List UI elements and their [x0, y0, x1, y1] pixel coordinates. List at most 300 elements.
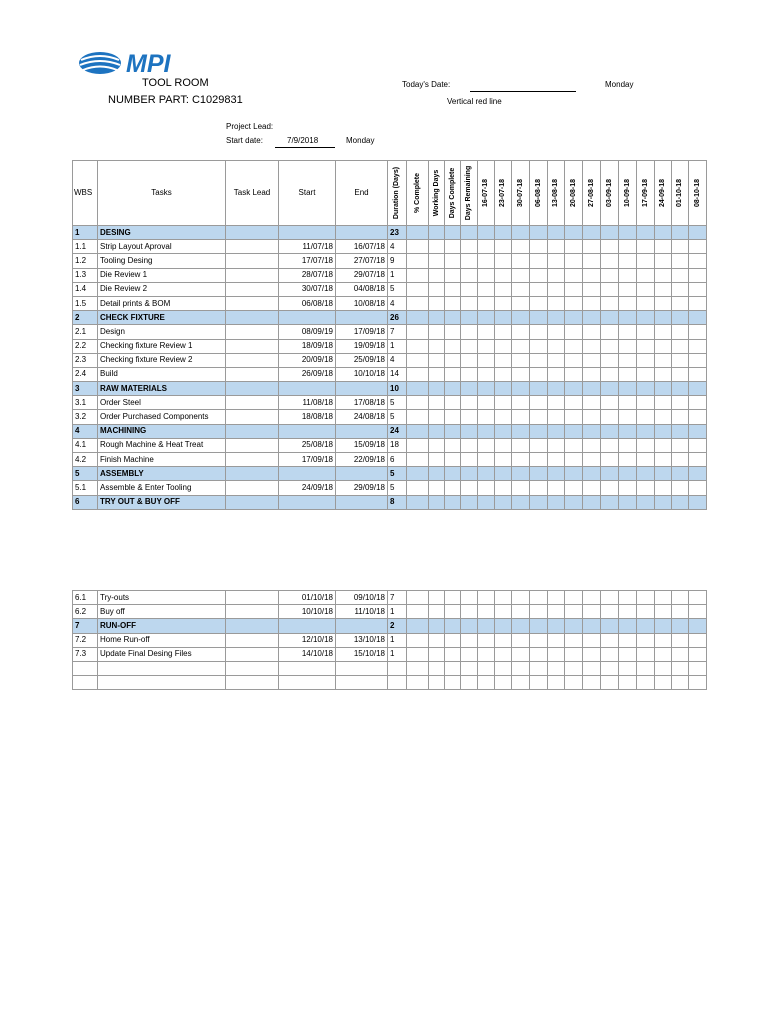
timeline-cell[interactable] [655, 410, 672, 424]
timeline-cell[interactable] [478, 676, 495, 690]
end-cell[interactable]: 29/07/18 [336, 268, 388, 282]
end-cell[interactable]: 13/10/18 [336, 633, 388, 647]
timeline-cell[interactable] [548, 353, 565, 367]
timeline-cell[interactable] [619, 240, 637, 254]
progress-cell[interactable] [445, 268, 461, 282]
timeline-cell[interactable] [565, 353, 583, 367]
timeline-cell[interactable] [689, 481, 707, 495]
progress-cell[interactable] [407, 353, 429, 367]
timeline-cell[interactable] [601, 467, 619, 481]
timeline-cell[interactable] [478, 605, 495, 619]
progress-cell[interactable] [461, 647, 478, 661]
progress-cell[interactable] [461, 605, 478, 619]
start-cell[interactable] [279, 495, 336, 509]
timeline-cell[interactable] [565, 676, 583, 690]
timeline-cell[interactable] [512, 438, 530, 452]
timeline-cell[interactable] [689, 296, 707, 310]
start-cell[interactable]: 17/09/18 [279, 453, 336, 467]
timeline-cell[interactable] [478, 410, 495, 424]
progress-cell[interactable] [429, 367, 445, 381]
progress-cell[interactable] [461, 410, 478, 424]
timeline-cell[interactable] [548, 647, 565, 661]
start-cell[interactable] [279, 619, 336, 633]
wbs-cell[interactable]: 2.1 [73, 325, 98, 339]
task-cell[interactable]: Rough Machine & Heat Treat [98, 438, 226, 452]
progress-cell[interactable] [407, 254, 429, 268]
timeline-cell[interactable] [495, 647, 512, 661]
timeline-cell[interactable] [495, 396, 512, 410]
timeline-cell[interactable] [478, 438, 495, 452]
progress-cell[interactable] [429, 296, 445, 310]
timeline-cell[interactable] [548, 396, 565, 410]
start-cell[interactable]: 25/08/18 [279, 438, 336, 452]
timeline-cell[interactable] [548, 453, 565, 467]
progress-cell[interactable] [445, 410, 461, 424]
timeline-cell[interactable] [655, 353, 672, 367]
timeline-cell[interactable] [689, 282, 707, 296]
timeline-cell[interactable] [512, 481, 530, 495]
timeline-cell[interactable] [619, 676, 637, 690]
progress-cell[interactable] [429, 453, 445, 467]
timeline-cell[interactable] [619, 325, 637, 339]
timeline-cell[interactable] [637, 282, 655, 296]
progress-cell[interactable] [429, 619, 445, 633]
timeline-cell[interactable] [478, 591, 495, 605]
end-cell[interactable] [336, 424, 388, 438]
progress-cell[interactable] [445, 495, 461, 509]
end-cell[interactable]: 10/08/18 [336, 296, 388, 310]
timeline-cell[interactable] [689, 410, 707, 424]
timeline-cell[interactable] [619, 268, 637, 282]
timeline-cell[interactable] [689, 633, 707, 647]
timeline-cell[interactable] [672, 481, 689, 495]
timeline-cell[interactable] [478, 339, 495, 353]
timeline-cell[interactable] [530, 396, 548, 410]
progress-cell[interactable] [429, 353, 445, 367]
task-cell[interactable]: Order Steel [98, 396, 226, 410]
timeline-cell[interactable] [619, 495, 637, 509]
timeline-cell[interactable] [530, 424, 548, 438]
timeline-cell[interactable] [655, 382, 672, 396]
progress-cell[interactable] [407, 661, 429, 675]
timeline-cell[interactable] [548, 226, 565, 240]
start-cell[interactable]: 08/09/19 [279, 325, 336, 339]
timeline-cell[interactable] [689, 367, 707, 381]
timeline-cell[interactable] [637, 325, 655, 339]
timeline-cell[interactable] [601, 410, 619, 424]
timeline-cell[interactable] [637, 619, 655, 633]
wbs-cell[interactable]: 6.1 [73, 591, 98, 605]
timeline-cell[interactable] [530, 661, 548, 675]
task-lead-cell[interactable] [226, 353, 279, 367]
timeline-cell[interactable] [637, 438, 655, 452]
todays-date-field[interactable] [470, 91, 576, 92]
timeline-cell[interactable] [672, 410, 689, 424]
timeline-cell[interactable] [637, 633, 655, 647]
progress-cell[interactable] [461, 254, 478, 268]
duration-cell[interactable]: 5 [388, 467, 407, 481]
timeline-cell[interactable] [583, 339, 601, 353]
task-lead-cell[interactable] [226, 396, 279, 410]
timeline-cell[interactable] [637, 296, 655, 310]
duration-cell[interactable]: 4 [388, 240, 407, 254]
start-cell[interactable]: 20/09/18 [279, 353, 336, 367]
progress-cell[interactable] [445, 438, 461, 452]
task-cell[interactable]: Checking fixture Review 2 [98, 353, 226, 367]
progress-cell[interactable] [461, 226, 478, 240]
timeline-cell[interactable] [689, 382, 707, 396]
duration-cell[interactable]: 1 [388, 339, 407, 353]
timeline-cell[interactable] [689, 661, 707, 675]
timeline-cell[interactable] [548, 676, 565, 690]
timeline-cell[interactable] [672, 311, 689, 325]
timeline-cell[interactable] [548, 591, 565, 605]
progress-cell[interactable] [445, 311, 461, 325]
progress-cell[interactable] [445, 647, 461, 661]
duration-cell[interactable]: 5 [388, 396, 407, 410]
timeline-cell[interactable] [689, 254, 707, 268]
timeline-cell[interactable] [530, 647, 548, 661]
duration-cell[interactable]: 4 [388, 353, 407, 367]
timeline-cell[interactable] [565, 410, 583, 424]
timeline-cell[interactable] [689, 619, 707, 633]
timeline-cell[interactable] [689, 495, 707, 509]
task-cell[interactable]: DESING [98, 226, 226, 240]
timeline-cell[interactable] [601, 240, 619, 254]
timeline-cell[interactable] [672, 382, 689, 396]
end-cell[interactable] [336, 676, 388, 690]
progress-cell[interactable] [461, 282, 478, 296]
timeline-cell[interactable] [530, 254, 548, 268]
timeline-cell[interactable] [548, 438, 565, 452]
start-cell[interactable]: 01/10/18 [279, 591, 336, 605]
wbs-cell[interactable]: 7.2 [73, 633, 98, 647]
timeline-cell[interactable] [637, 311, 655, 325]
timeline-cell[interactable] [601, 495, 619, 509]
progress-cell[interactable] [445, 633, 461, 647]
progress-cell[interactable] [407, 676, 429, 690]
timeline-cell[interactable] [548, 268, 565, 282]
start-cell[interactable] [279, 424, 336, 438]
timeline-cell[interactable] [619, 311, 637, 325]
progress-cell[interactable] [461, 591, 478, 605]
timeline-cell[interactable] [672, 282, 689, 296]
timeline-cell[interactable] [548, 296, 565, 310]
timeline-cell[interactable] [619, 591, 637, 605]
timeline-cell[interactable] [637, 676, 655, 690]
timeline-cell[interactable] [495, 339, 512, 353]
timeline-cell[interactable] [655, 396, 672, 410]
timeline-cell[interactable] [495, 676, 512, 690]
progress-cell[interactable] [407, 296, 429, 310]
task-lead-cell[interactable] [226, 605, 279, 619]
task-cell[interactable]: RAW MATERIALS [98, 382, 226, 396]
progress-cell[interactable] [407, 268, 429, 282]
start-cell[interactable]: 12/10/18 [279, 633, 336, 647]
timeline-cell[interactable] [495, 424, 512, 438]
end-cell[interactable] [336, 661, 388, 675]
start-cell[interactable]: 18/08/18 [279, 410, 336, 424]
start-cell[interactable]: 11/07/18 [279, 240, 336, 254]
timeline-cell[interactable] [655, 438, 672, 452]
timeline-cell[interactable] [565, 339, 583, 353]
end-cell[interactable]: 11/10/18 [336, 605, 388, 619]
wbs-cell[interactable]: 6.2 [73, 605, 98, 619]
timeline-cell[interactable] [637, 605, 655, 619]
end-cell[interactable] [336, 619, 388, 633]
timeline-cell[interactable] [478, 254, 495, 268]
timeline-cell[interactable] [512, 591, 530, 605]
timeline-cell[interactable] [495, 226, 512, 240]
task-cell[interactable] [98, 661, 226, 675]
progress-cell[interactable] [429, 396, 445, 410]
end-cell[interactable] [336, 467, 388, 481]
timeline-cell[interactable] [512, 633, 530, 647]
task-cell[interactable]: Checking fixture Review 1 [98, 339, 226, 353]
task-lead-cell[interactable] [226, 647, 279, 661]
progress-cell[interactable] [429, 268, 445, 282]
progress-cell[interactable] [461, 367, 478, 381]
timeline-cell[interactable] [565, 296, 583, 310]
timeline-cell[interactable] [530, 382, 548, 396]
task-lead-cell[interactable] [226, 226, 279, 240]
timeline-cell[interactable] [548, 410, 565, 424]
timeline-cell[interactable] [655, 325, 672, 339]
timeline-cell[interactable] [655, 424, 672, 438]
timeline-cell[interactable] [495, 591, 512, 605]
task-lead-cell[interactable] [226, 240, 279, 254]
progress-cell[interactable] [445, 591, 461, 605]
timeline-cell[interactable] [672, 633, 689, 647]
progress-cell[interactable] [407, 339, 429, 353]
progress-cell[interactable] [445, 453, 461, 467]
timeline-cell[interactable] [548, 367, 565, 381]
progress-cell[interactable] [445, 353, 461, 367]
duration-cell[interactable]: 1 [388, 647, 407, 661]
timeline-cell[interactable] [530, 591, 548, 605]
duration-cell[interactable]: 14 [388, 367, 407, 381]
task-lead-cell[interactable] [226, 382, 279, 396]
end-cell[interactable]: 25/09/18 [336, 353, 388, 367]
timeline-cell[interactable] [530, 495, 548, 509]
progress-cell[interactable] [445, 661, 461, 675]
start-cell[interactable]: 06/08/18 [279, 296, 336, 310]
timeline-cell[interactable] [495, 633, 512, 647]
timeline-cell[interactable] [530, 481, 548, 495]
timeline-cell[interactable] [565, 661, 583, 675]
start-cell[interactable]: 30/07/18 [279, 282, 336, 296]
progress-cell[interactable] [445, 282, 461, 296]
timeline-cell[interactable] [478, 661, 495, 675]
timeline-cell[interactable] [655, 240, 672, 254]
timeline-cell[interactable] [548, 495, 565, 509]
timeline-cell[interactable] [530, 268, 548, 282]
end-cell[interactable]: 17/08/18 [336, 396, 388, 410]
task-cell[interactable] [98, 676, 226, 690]
timeline-cell[interactable] [637, 353, 655, 367]
task-cell[interactable]: Buy off [98, 605, 226, 619]
timeline-cell[interactable] [565, 311, 583, 325]
timeline-cell[interactable] [655, 453, 672, 467]
timeline-cell[interactable] [601, 481, 619, 495]
timeline-cell[interactable] [495, 282, 512, 296]
task-cell[interactable]: Die Review 1 [98, 268, 226, 282]
wbs-cell[interactable]: 1.2 [73, 254, 98, 268]
wbs-cell[interactable]: 1 [73, 226, 98, 240]
duration-cell[interactable]: 1 [388, 633, 407, 647]
duration-cell[interactable]: 26 [388, 311, 407, 325]
timeline-cell[interactable] [583, 282, 601, 296]
start-cell[interactable]: 17/07/18 [279, 254, 336, 268]
progress-cell[interactable] [407, 495, 429, 509]
timeline-cell[interactable] [478, 467, 495, 481]
timeline-cell[interactable] [672, 254, 689, 268]
timeline-cell[interactable] [655, 282, 672, 296]
timeline-cell[interactable] [689, 226, 707, 240]
timeline-cell[interactable] [619, 605, 637, 619]
progress-cell[interactable] [445, 382, 461, 396]
timeline-cell[interactable] [601, 254, 619, 268]
timeline-cell[interactable] [565, 240, 583, 254]
duration-cell[interactable]: 24 [388, 424, 407, 438]
progress-cell[interactable] [407, 282, 429, 296]
timeline-cell[interactable] [512, 296, 530, 310]
timeline-cell[interactable] [601, 396, 619, 410]
timeline-cell[interactable] [637, 481, 655, 495]
timeline-cell[interactable] [655, 661, 672, 675]
end-cell[interactable]: 17/09/18 [336, 325, 388, 339]
timeline-cell[interactable] [672, 605, 689, 619]
timeline-cell[interactable] [565, 467, 583, 481]
timeline-cell[interactable] [512, 353, 530, 367]
progress-cell[interactable] [429, 410, 445, 424]
timeline-cell[interactable] [689, 424, 707, 438]
progress-cell[interactable] [429, 254, 445, 268]
timeline-cell[interactable] [637, 254, 655, 268]
progress-cell[interactable] [461, 382, 478, 396]
wbs-cell[interactable]: 2.4 [73, 367, 98, 381]
timeline-cell[interactable] [601, 353, 619, 367]
progress-cell[interactable] [429, 495, 445, 509]
timeline-cell[interactable] [565, 495, 583, 509]
timeline-cell[interactable] [512, 676, 530, 690]
timeline-cell[interactable] [601, 268, 619, 282]
progress-cell[interactable] [407, 591, 429, 605]
timeline-cell[interactable] [530, 282, 548, 296]
progress-cell[interactable] [461, 325, 478, 339]
timeline-cell[interactable] [655, 467, 672, 481]
wbs-cell[interactable] [73, 676, 98, 690]
wbs-cell[interactable]: 4.2 [73, 453, 98, 467]
timeline-cell[interactable] [655, 226, 672, 240]
timeline-cell[interactable] [565, 605, 583, 619]
timeline-cell[interactable] [565, 438, 583, 452]
duration-cell[interactable]: 5 [388, 282, 407, 296]
timeline-cell[interactable] [478, 311, 495, 325]
progress-cell[interactable] [407, 424, 429, 438]
duration-cell[interactable]: 23 [388, 226, 407, 240]
timeline-cell[interactable] [565, 325, 583, 339]
duration-cell[interactable]: 2 [388, 619, 407, 633]
timeline-cell[interactable] [655, 619, 672, 633]
timeline-cell[interactable] [478, 226, 495, 240]
timeline-cell[interactable] [619, 410, 637, 424]
task-lead-cell[interactable] [226, 367, 279, 381]
end-cell[interactable]: 09/10/18 [336, 591, 388, 605]
timeline-cell[interactable] [478, 495, 495, 509]
timeline-cell[interactable] [619, 353, 637, 367]
wbs-cell[interactable]: 4 [73, 424, 98, 438]
timeline-cell[interactable] [495, 382, 512, 396]
timeline-cell[interactable] [512, 647, 530, 661]
timeline-cell[interactable] [512, 325, 530, 339]
task-lead-cell[interactable] [226, 453, 279, 467]
timeline-cell[interactable] [495, 296, 512, 310]
progress-cell[interactable] [445, 367, 461, 381]
timeline-cell[interactable] [495, 254, 512, 268]
timeline-cell[interactable] [672, 424, 689, 438]
timeline-cell[interactable] [637, 453, 655, 467]
timeline-cell[interactable] [548, 467, 565, 481]
timeline-cell[interactable] [689, 268, 707, 282]
timeline-cell[interactable] [637, 268, 655, 282]
timeline-cell[interactable] [478, 382, 495, 396]
progress-cell[interactable] [407, 467, 429, 481]
task-lead-cell[interactable] [226, 325, 279, 339]
start-cell[interactable]: 24/09/18 [279, 481, 336, 495]
timeline-cell[interactable] [672, 619, 689, 633]
timeline-cell[interactable] [530, 676, 548, 690]
progress-cell[interactable] [445, 296, 461, 310]
timeline-cell[interactable] [530, 453, 548, 467]
duration-cell[interactable]: 6 [388, 453, 407, 467]
task-cell[interactable]: RUN-OFF [98, 619, 226, 633]
timeline-cell[interactable] [583, 268, 601, 282]
wbs-cell[interactable]: 5.1 [73, 481, 98, 495]
timeline-cell[interactable] [495, 268, 512, 282]
start-cell[interactable]: 18/09/18 [279, 339, 336, 353]
timeline-cell[interactable] [583, 467, 601, 481]
progress-cell[interactable] [445, 424, 461, 438]
timeline-cell[interactable] [583, 481, 601, 495]
timeline-cell[interactable] [672, 240, 689, 254]
timeline-cell[interactable] [672, 647, 689, 661]
task-lead-cell[interactable] [226, 676, 279, 690]
timeline-cell[interactable] [655, 676, 672, 690]
task-cell[interactable]: Die Review 2 [98, 282, 226, 296]
end-cell[interactable]: 22/09/18 [336, 453, 388, 467]
timeline-cell[interactable] [565, 268, 583, 282]
task-lead-cell[interactable] [226, 268, 279, 282]
timeline-cell[interactable] [619, 382, 637, 396]
timeline-cell[interactable] [478, 453, 495, 467]
timeline-cell[interactable] [548, 382, 565, 396]
timeline-cell[interactable] [655, 605, 672, 619]
progress-cell[interactable] [407, 647, 429, 661]
progress-cell[interactable] [407, 396, 429, 410]
timeline-cell[interactable] [495, 453, 512, 467]
progress-cell[interactable] [429, 424, 445, 438]
timeline-cell[interactable] [565, 382, 583, 396]
progress-cell[interactable] [461, 453, 478, 467]
progress-cell[interactable] [461, 633, 478, 647]
timeline-cell[interactable] [583, 254, 601, 268]
timeline-cell[interactable] [583, 353, 601, 367]
progress-cell[interactable] [429, 467, 445, 481]
progress-cell[interactable] [445, 325, 461, 339]
timeline-cell[interactable] [619, 647, 637, 661]
timeline-cell[interactable] [601, 633, 619, 647]
